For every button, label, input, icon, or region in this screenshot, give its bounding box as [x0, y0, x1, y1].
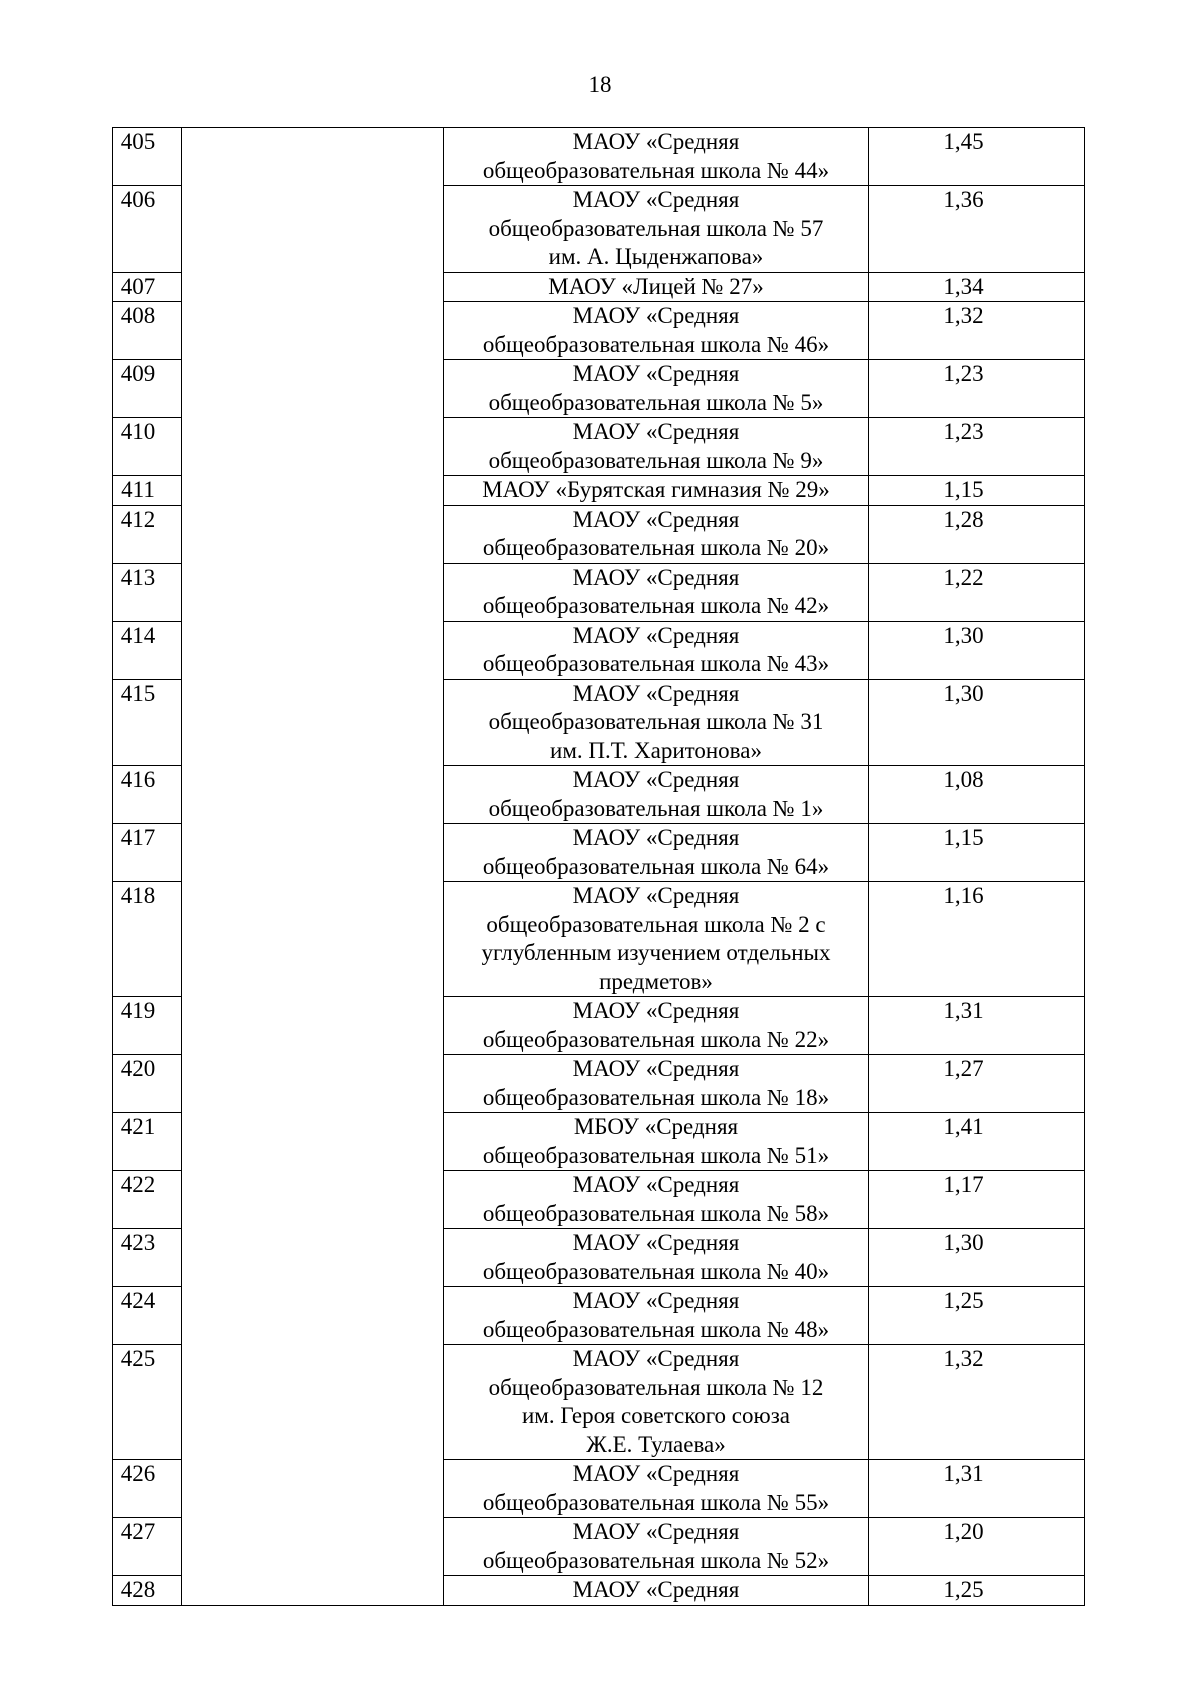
row-number: 420 [113, 1055, 182, 1113]
school-name: МАОУ «Средняя общеобразовательная школа № 5» [444, 360, 869, 418]
table-row [113, 1171, 1085, 1229]
school-name: МАОУ «Средняя общеобразовательная школа № 12 им. Героя советского союза Ж.Е. Тулаева» [444, 1345, 869, 1460]
table-row [113, 1287, 1085, 1345]
row-number: 412 [113, 505, 182, 563]
row-number: 413 [113, 563, 182, 621]
school-name: МАОУ «Средняя общеобразовательная школа № 57 им. А. Цыденжапова» [444, 186, 869, 273]
table-row [113, 1518, 1085, 1576]
table-row [113, 272, 1085, 302]
table-row [113, 1460, 1085, 1518]
school-name: МАОУ «Средняя общеобразовательная школа № 46» [444, 302, 869, 360]
table-row [113, 1576, 1085, 1606]
row-number: 415 [113, 679, 182, 766]
school-name: МАОУ «Средняя общеобразовательная школа № 44» [444, 128, 869, 186]
row-number: 425 [113, 1345, 182, 1460]
row-number: 426 [113, 1460, 182, 1518]
row-number: 428 [113, 1576, 182, 1606]
coefficient-value: 1,15 [869, 824, 1085, 882]
school-name: МАОУ «Бурятская гимназия № 29» [444, 476, 869, 506]
row-number: 419 [113, 997, 182, 1055]
region-cell [182, 418, 444, 476]
region-cell [182, 1345, 444, 1460]
table-row [113, 1113, 1085, 1171]
school-name: МАОУ «Средняя общеобразовательная школа № 55» [444, 1460, 869, 1518]
coefficient-value: 1,20 [869, 1518, 1085, 1576]
school-name: МАОУ «Средняя общеобразовательная школа № 42» [444, 563, 869, 621]
coefficient-value: 1,27 [869, 1055, 1085, 1113]
page-number: 18 [588, 72, 612, 97]
region-cell [182, 360, 444, 418]
row-number: 410 [113, 418, 182, 476]
coefficient-value: 1,32 [869, 302, 1085, 360]
region-cell [182, 1171, 444, 1229]
region-cell [182, 1229, 444, 1287]
school-name: МАОУ «Средняя общеобразовательная школа № 31 им. П.Т. Харитонова» [444, 679, 869, 766]
row-number: 423 [113, 1229, 182, 1287]
table-row [113, 360, 1085, 418]
coefficient-value: 1,45 [869, 128, 1085, 186]
region-cell [182, 1055, 444, 1113]
region-cell [182, 1287, 444, 1345]
region-cell [182, 476, 444, 506]
school-name: МАОУ «Средняя общеобразовательная школа № 18» [444, 1055, 869, 1113]
school-name: МАОУ «Средняя общеобразовательная школа № 64» [444, 824, 869, 882]
school-name: МАОУ «Средняя [444, 1576, 869, 1606]
region-cell [182, 1460, 444, 1518]
region-cell [182, 563, 444, 621]
coefficient-value: 1,32 [869, 1345, 1085, 1460]
row-number: 417 [113, 824, 182, 882]
school-name: МАОУ «Средняя общеобразовательная школа № 9» [444, 418, 869, 476]
school-name: МБОУ «Средняя общеобразовательная школа № 51» [444, 1113, 869, 1171]
school-name: МАОУ «Средняя общеобразовательная школа № 58» [444, 1171, 869, 1229]
region-cell [182, 272, 444, 302]
school-name: МАОУ «Средняя общеобразовательная школа № 52» [444, 1518, 869, 1576]
coefficient-value: 1,31 [869, 1460, 1085, 1518]
row-number: 408 [113, 302, 182, 360]
row-number: 407 [113, 272, 182, 302]
row-number: 414 [113, 621, 182, 679]
coefficient-value: 1,30 [869, 1229, 1085, 1287]
row-number: 427 [113, 1518, 182, 1576]
region-cell [182, 882, 444, 997]
coefficient-value: 1,15 [869, 476, 1085, 506]
coefficient-value: 1,23 [869, 418, 1085, 476]
row-number: 409 [113, 360, 182, 418]
coefficient-value: 1,22 [869, 563, 1085, 621]
school-name: МАОУ «Средняя общеобразовательная школа № 40» [444, 1229, 869, 1287]
coefficient-value: 1,30 [869, 621, 1085, 679]
table-row [113, 679, 1085, 766]
table-row [113, 1055, 1085, 1113]
row-number: 418 [113, 882, 182, 997]
table-row [113, 186, 1085, 273]
row-number: 411 [113, 476, 182, 506]
row-number: 406 [113, 186, 182, 273]
school-name: МАОУ «Средняя общеобразовательная школа № 20» [444, 505, 869, 563]
table-row [113, 1229, 1085, 1287]
coefficient-value: 1,17 [869, 1171, 1085, 1229]
table-row [113, 766, 1085, 824]
table-row [113, 128, 1085, 186]
table-row [113, 824, 1085, 882]
school-name: МАОУ «Средняя общеобразовательная школа № 48» [444, 1287, 869, 1345]
table-row [113, 418, 1085, 476]
coefficient-value: 1,36 [869, 186, 1085, 273]
table-row [113, 997, 1085, 1055]
region-cell [182, 621, 444, 679]
coefficient-value: 1,34 [869, 272, 1085, 302]
table-row [113, 505, 1085, 563]
region-cell [182, 1113, 444, 1171]
table-row [113, 476, 1085, 506]
schools-table [112, 127, 1085, 1606]
row-number: 424 [113, 1287, 182, 1345]
row-number: 416 [113, 766, 182, 824]
row-number: 421 [113, 1113, 182, 1171]
school-name: МАОУ «Средняя общеобразовательная школа № 2 с углубленным изучением отдельных предметов» [444, 882, 869, 997]
region-cell [182, 824, 444, 882]
region-cell [182, 1518, 444, 1576]
coefficient-value: 1,25 [869, 1576, 1085, 1606]
coefficient-value: 1,16 [869, 882, 1085, 997]
table-row [113, 1345, 1085, 1460]
region-cell [182, 302, 444, 360]
coefficient-value: 1,25 [869, 1287, 1085, 1345]
region-cell [182, 1576, 444, 1606]
table-row [113, 563, 1085, 621]
school-name: МАОУ «Средняя общеобразовательная школа № 22» [444, 997, 869, 1055]
coefficient-value: 1,31 [869, 997, 1085, 1055]
region-cell [182, 679, 444, 766]
region-cell [182, 186, 444, 273]
table-row [113, 302, 1085, 360]
row-number: 422 [113, 1171, 182, 1229]
table-row [113, 621, 1085, 679]
school-name: МАОУ «Средняя общеобразовательная школа № 43» [444, 621, 869, 679]
coefficient-value: 1,30 [869, 679, 1085, 766]
region-cell [182, 505, 444, 563]
coefficient-value: 1,28 [869, 505, 1085, 563]
coefficient-value: 1,23 [869, 360, 1085, 418]
coefficient-value: 1,08 [869, 766, 1085, 824]
table-row [113, 882, 1085, 997]
row-number: 405 [113, 128, 182, 186]
coefficient-value: 1,41 [869, 1113, 1085, 1171]
school-name: МАОУ «Средняя общеобразовательная школа № 1» [444, 766, 869, 824]
region-cell [182, 766, 444, 824]
table-body [113, 128, 1085, 1606]
region-cell [182, 997, 444, 1055]
school-name: МАОУ «Лицей № 27» [444, 272, 869, 302]
region-cell [182, 128, 444, 186]
